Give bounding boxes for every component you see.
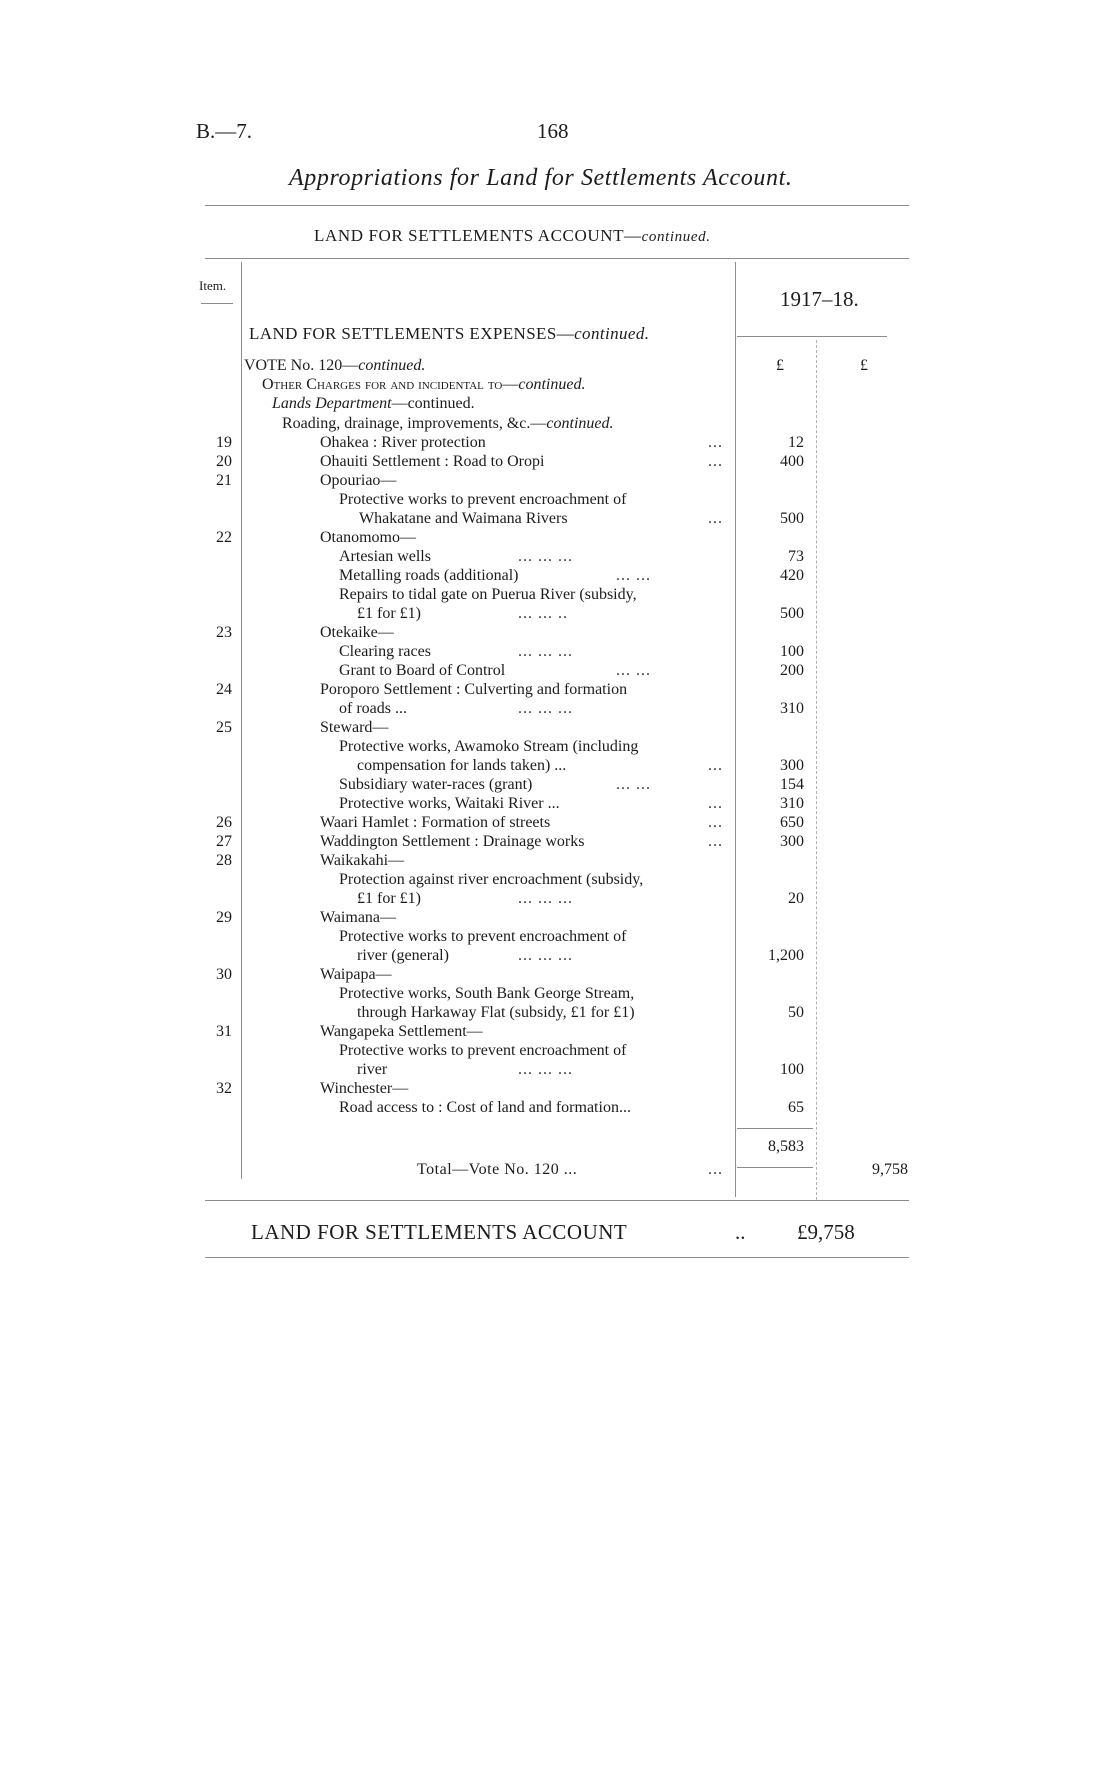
item-description: Artesian wells	[339, 548, 431, 565]
item-amount: 310	[780, 795, 804, 812]
item-amount: 400	[780, 453, 804, 470]
item-description: Otanomomo—	[320, 529, 416, 546]
item-description: Waimana—	[320, 909, 397, 926]
item-amount: 12	[788, 434, 804, 451]
item-description: Waari Hamlet : Formation of streets	[320, 814, 551, 831]
leader-dots: ... ... ...	[518, 643, 573, 660]
item-number: 24	[216, 681, 232, 698]
amount-column-divider	[735, 262, 736, 1197]
item-number: 28	[216, 852, 232, 869]
item-amount: 65	[788, 1099, 804, 1116]
vote-heading: VOTE No. 120—continued.	[244, 357, 426, 374]
item-description: Ohakea : River protection	[320, 434, 486, 451]
item-amount: 154	[780, 776, 804, 793]
item-description: Wangapeka Settlement—	[320, 1023, 483, 1040]
item-column-header: Item.	[199, 278, 227, 293]
item-description: river (general)	[357, 947, 449, 964]
item-number: 32	[216, 1080, 232, 1097]
item-amount: 300	[780, 833, 804, 850]
item-header-rule	[201, 303, 233, 304]
leader-dots: ... ... ...	[518, 1061, 573, 1078]
charges-heading: Other Charges for and incidental to—continued.	[262, 376, 586, 393]
subtotal-amount: 8,583	[768, 1138, 804, 1155]
item-description: Clearing races	[339, 643, 431, 660]
leader-dots: ...	[708, 1161, 723, 1178]
item-amount: 500	[780, 510, 804, 527]
item-description: £1 for £1)	[357, 605, 421, 622]
leader-dots: ...	[708, 453, 723, 470]
item-number: 19	[216, 434, 232, 451]
leader-dots: ... ...	[616, 662, 651, 679]
item-description: river	[357, 1061, 388, 1078]
item-description: Protective works, Awamoko Stream (including	[339, 738, 639, 755]
item-column-divider	[241, 262, 242, 1179]
grand-total-dots: ..	[735, 1220, 746, 1244]
item-amount: 310	[780, 700, 804, 717]
leader-dots: ... ... ...	[518, 548, 573, 565]
section-title: LAND FOR SETTLEMENTS ACCOUNT—continued.	[314, 226, 711, 245]
item-number: 29	[216, 909, 232, 926]
expenses-rule	[737, 336, 887, 337]
pound-sign-left: £	[776, 357, 784, 374]
pound-column-divider	[816, 340, 817, 1200]
item-description: Metalling roads (additional)	[339, 567, 519, 584]
item-number: 30	[216, 966, 232, 983]
department-heading: Lands Department—continued.	[272, 395, 475, 412]
item-amount: 300	[780, 757, 804, 774]
leader-dots: ...	[708, 510, 723, 527]
item-description: Grant to Board of Control	[339, 662, 506, 679]
table-top-rule	[205, 258, 909, 259]
leader-dots: ...	[708, 757, 723, 774]
item-description: Ohauiti Settlement : Road to Oropi	[320, 453, 545, 470]
item-amount: 1,200	[768, 947, 804, 964]
item-number: 21	[216, 472, 232, 489]
vote-total-amount: 9,758	[872, 1161, 908, 1178]
pound-sign-right: £	[860, 357, 868, 374]
item-amount: 420	[780, 567, 804, 584]
item-amount: 20	[788, 890, 804, 907]
item-description: Winchester—	[320, 1080, 409, 1097]
leader-dots: ...	[708, 795, 723, 812]
item-description: Waikakahi—	[320, 852, 405, 869]
leader-dots: ... ...	[616, 776, 651, 793]
item-description: of roads ...	[339, 700, 407, 717]
leader-dots: ... ... ...	[518, 700, 573, 717]
item-amount: 100	[780, 1061, 804, 1078]
item-description: Subsidiary water-races (grant)	[339, 776, 533, 793]
expenses-heading: LAND FOR SETTLEMENTS EXPENSES—continued.	[249, 324, 650, 343]
item-description: £1 for £1)	[357, 890, 421, 907]
leader-dots: ...	[708, 814, 723, 831]
item-description: compensation for lands taken) ...	[357, 757, 567, 774]
item-description: Poroporo Settlement : Culverting and formation	[320, 681, 628, 698]
item-amount: 100	[780, 643, 804, 660]
item-number: 31	[216, 1023, 232, 1040]
roading-heading: Roading, drainage, improvements, &c.—continued.	[282, 415, 614, 432]
page-reference: B.—7.	[196, 119, 253, 143]
item-number: 27	[216, 833, 232, 850]
item-description: Protective works, South Bank George Stream,	[339, 985, 635, 1002]
leader-dots: ... ... ..	[518, 605, 568, 622]
leader-dots: ... ... ...	[518, 890, 573, 907]
item-description: through Harkaway Flat (subsidy, £1 for £1)	[357, 1004, 635, 1021]
item-description: Protective works, Waitaki River ...	[339, 795, 560, 812]
page-title: Appropriations for Land for Settlements Account.	[289, 165, 793, 191]
title-rule	[205, 205, 909, 206]
item-description: Opouriao—	[320, 472, 397, 489]
item-number: 22	[216, 529, 232, 546]
item-description: Repairs to tidal gate on Puerua River (subsidy,	[339, 586, 637, 603]
item-number: 25	[216, 719, 232, 736]
footer-rule	[205, 1257, 909, 1258]
item-amount: 200	[780, 662, 804, 679]
grand-total-label: LAND FOR SETTLEMENTS ACCOUNT	[251, 1220, 628, 1244]
leader-dots: ...	[708, 434, 723, 451]
item-description: Otekaike—	[320, 624, 394, 641]
vote-total-label: Total—Vote No. 120 ...	[417, 1161, 578, 1178]
item-number: 26	[216, 814, 232, 831]
item-description: Protection against river encroachment (subsidy,	[339, 871, 644, 888]
item-number: 20	[216, 453, 232, 470]
item-description: Waipapa—	[320, 966, 392, 983]
item-description: Protective works to prevent encroachment of	[339, 1042, 627, 1059]
item-description: Waddington Settlement : Drainage works	[320, 833, 585, 850]
leader-dots: ... ...	[616, 567, 651, 584]
item-amount: 73	[788, 548, 804, 565]
item-description: Steward—	[320, 719, 389, 736]
item-description: Whakatane and Waimana Rivers	[359, 510, 568, 527]
leader-dots: ...	[708, 833, 723, 850]
page-number: 168	[537, 119, 569, 143]
grand-total-amount: £9,758	[797, 1220, 855, 1244]
item-description: Protective works to prevent encroachment of	[339, 928, 627, 945]
item-description: Road access to : Cost of land and formation...	[339, 1099, 631, 1116]
table-bottom-rule	[205, 1200, 909, 1201]
item-amount: 50	[788, 1004, 804, 1021]
item-description: Protective works to prevent encroachment of	[339, 491, 627, 508]
item-amount: 650	[780, 814, 804, 831]
item-amount: 500	[780, 605, 804, 622]
subtotal-rule	[737, 1128, 813, 1129]
leader-dots: ... ... ...	[518, 947, 573, 964]
year-column-header: 1917–18.	[780, 287, 859, 311]
subtotal-bottom-rule	[737, 1167, 813, 1168]
item-number: 23	[216, 624, 232, 641]
